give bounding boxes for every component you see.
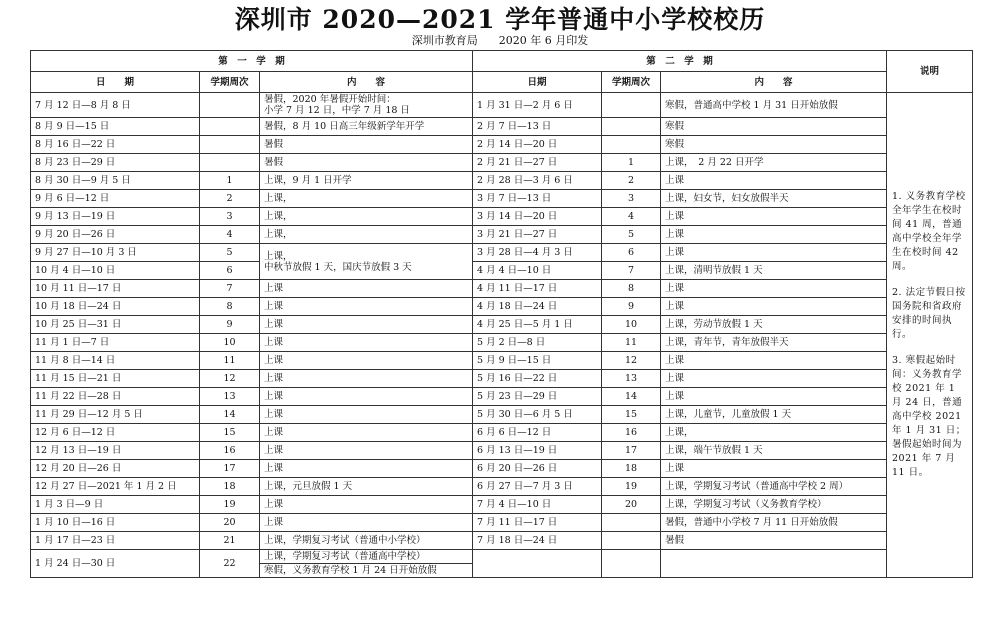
subtitle bbox=[0, 34, 1000, 47]
s2-week bbox=[602, 550, 661, 578]
s1-date: 1 月 3 日—9 日 bbox=[31, 496, 200, 514]
s1-date: 9 月 27 日—10 月 3 日 bbox=[31, 244, 200, 262]
s2-content-line1: 上课 bbox=[665, 373, 685, 384]
s2-week: 14 bbox=[602, 388, 661, 406]
table-row bbox=[31, 388, 973, 406]
table-row bbox=[31, 172, 973, 190]
s2-content bbox=[661, 370, 887, 388]
notes-header: 说明 bbox=[887, 51, 973, 93]
s2-week: 12 bbox=[602, 352, 661, 370]
s1-week bbox=[200, 118, 260, 136]
s1-date: 12 月 13 日—19 日 bbox=[31, 442, 200, 460]
s2-date: 5 月 9 日—15 日 bbox=[473, 352, 602, 370]
s2-date: 3 月 28 日—4 月 3 日 bbox=[473, 244, 602, 262]
s2-content-line1: 暑假，普通中小学校 7 月 11 日开始放假 bbox=[665, 517, 838, 528]
s2-content bbox=[661, 478, 887, 496]
s2-content bbox=[661, 352, 887, 370]
s1-content bbox=[260, 154, 473, 172]
s2-content bbox=[661, 334, 887, 352]
s1-content bbox=[260, 406, 473, 424]
s2-content bbox=[661, 460, 887, 478]
s2-week: 16 bbox=[602, 424, 661, 442]
note-item: 1. 义务教育学校全年学生在校时间 41 周，普通高中学校全年学生在校时间 42 周。 bbox=[892, 191, 966, 272]
s2-week: 18 bbox=[602, 460, 661, 478]
s1-content bbox=[260, 280, 473, 298]
s2-week: 20 bbox=[602, 496, 661, 514]
s2-content-line1: 寒假 bbox=[665, 139, 685, 150]
content-header-1: 内 容 bbox=[260, 72, 473, 93]
s1-week: 17 bbox=[200, 460, 260, 478]
s2-date: 6 月 20 日—26 日 bbox=[473, 460, 602, 478]
table-row bbox=[31, 334, 973, 352]
s2-content bbox=[661, 244, 887, 262]
s1-content-line1: 暑假，8 月 10 日高三年级新学年开学 bbox=[264, 121, 425, 132]
s2-content-line1: 上课 bbox=[665, 283, 685, 294]
s1-date: 9 月 6 日—12 日 bbox=[31, 190, 200, 208]
table-row bbox=[31, 298, 973, 316]
table-row bbox=[31, 496, 973, 514]
s1-date: 8 月 9 日—15 日 bbox=[31, 118, 200, 136]
s1-week: 5 bbox=[200, 244, 260, 262]
semester1-header: 第 一 学 期 bbox=[31, 51, 473, 72]
s1-date: 12 月 6 日—12 日 bbox=[31, 424, 200, 442]
s1-date: 12 月 20 日—26 日 bbox=[31, 460, 200, 478]
s1-date: 1 月 24 日—30 日 bbox=[31, 550, 200, 578]
s1-date: 11 月 1 日—7 日 bbox=[31, 334, 200, 352]
s2-content-line1: 上课， 2 月 22 日开学 bbox=[665, 157, 764, 168]
s1-content-line2: 小学 7 月 12 日，中学 7 月 18 日 bbox=[264, 105, 410, 116]
s2-date: 2 月 28 日—3 月 6 日 bbox=[473, 172, 602, 190]
s2-content-line1: 上课，妇女节，妇女放假半天 bbox=[665, 193, 789, 204]
s1-week: 7 bbox=[200, 280, 260, 298]
s1-week: 10 bbox=[200, 334, 260, 352]
s2-content bbox=[661, 93, 887, 118]
content-header-2: 内 容 bbox=[661, 72, 887, 93]
s1-date: 11 月 8 日—14 日 bbox=[31, 352, 200, 370]
s2-date bbox=[473, 550, 602, 578]
s1-week bbox=[200, 154, 260, 172]
s2-week bbox=[602, 532, 661, 550]
s2-week: 11 bbox=[602, 334, 661, 352]
s2-content-line1: 上课，端午节放假 1 天 bbox=[665, 445, 763, 456]
table-row bbox=[31, 370, 973, 388]
s1-week: 22 bbox=[200, 550, 260, 578]
s1-content-line1: 上课，9 月 1 日开学 bbox=[264, 175, 352, 186]
s2-date: 4 月 25 日—5 月 1 日 bbox=[473, 316, 602, 334]
s1-date: 7 月 12 日—8 月 8 日 bbox=[31, 93, 200, 118]
s1-date: 11 月 15 日—21 日 bbox=[31, 370, 200, 388]
s2-week: 17 bbox=[602, 442, 661, 460]
table-row bbox=[31, 460, 973, 478]
s2-date: 4 月 11 日—17 日 bbox=[473, 280, 602, 298]
s2-week bbox=[602, 514, 661, 532]
s2-week: 8 bbox=[602, 280, 661, 298]
s1-content-line2: 寒假，义务教育学校 1 月 24 日开始放假 bbox=[260, 563, 472, 576]
s2-date: 6 月 6 日—12 日 bbox=[473, 424, 602, 442]
s2-week: 3 bbox=[602, 190, 661, 208]
s1-content-line1: 上课， bbox=[264, 229, 293, 240]
s1-date: 10 月 4 日—10 日 bbox=[31, 262, 200, 280]
s1-content-line1: 暑假 bbox=[264, 139, 284, 150]
table-row bbox=[31, 118, 973, 136]
s2-date: 3 月 7 日—13 日 bbox=[473, 190, 602, 208]
s1-content-line1: 上课 bbox=[264, 373, 284, 384]
calendar-table bbox=[30, 50, 973, 578]
s1-date: 1 月 10 日—16 日 bbox=[31, 514, 200, 532]
table-row bbox=[31, 550, 973, 578]
s1-week: 3 bbox=[200, 208, 260, 226]
s1-content-line1: 上课 bbox=[264, 517, 284, 528]
s2-date: 5 月 23 日—29 日 bbox=[473, 388, 602, 406]
s2-date: 6 月 13 日—19 日 bbox=[473, 442, 602, 460]
s1-date: 10 月 11 日—17 日 bbox=[31, 280, 200, 298]
s2-date: 2 月 7 日—13 日 bbox=[473, 118, 602, 136]
s1-content bbox=[260, 442, 473, 460]
table-row bbox=[31, 442, 973, 460]
s2-week: 5 bbox=[602, 226, 661, 244]
s1-content-line1: 上课 bbox=[264, 499, 284, 510]
semester2-header: 第 二 学 期 bbox=[473, 51, 887, 72]
s2-date: 1 月 31 日—2 月 6 日 bbox=[473, 93, 602, 118]
s2-content bbox=[661, 262, 887, 280]
s1-week: 9 bbox=[200, 316, 260, 334]
table-row bbox=[31, 93, 973, 118]
s2-date: 5 月 2 日—8 日 bbox=[473, 334, 602, 352]
s2-week: 4 bbox=[602, 208, 661, 226]
s1-content-line1: 上课 bbox=[264, 355, 284, 366]
s1-content bbox=[260, 136, 473, 154]
s2-date: 4 月 4 日—10 日 bbox=[473, 262, 602, 280]
s1-content-line1: 上课 bbox=[264, 409, 284, 420]
s2-content bbox=[661, 280, 887, 298]
s1-date: 11 月 29 日—12 月 5 日 bbox=[31, 406, 200, 424]
s1-date: 12 月 27 日—2021 年 1 月 2 日 bbox=[31, 478, 200, 496]
s2-week: 6 bbox=[602, 244, 661, 262]
s1-content-line1: 上课 bbox=[264, 427, 284, 438]
s1-week: 15 bbox=[200, 424, 260, 442]
s1-week: 2 bbox=[200, 190, 260, 208]
s2-date: 3 月 14 日—20 日 bbox=[473, 208, 602, 226]
s1-date: 10 月 18 日—24 日 bbox=[31, 298, 200, 316]
s1-week: 4 bbox=[200, 226, 260, 244]
s2-date: 5 月 30 日—6 月 5 日 bbox=[473, 406, 602, 424]
s1-content bbox=[260, 190, 473, 208]
s2-week bbox=[602, 118, 661, 136]
table-row bbox=[31, 154, 973, 172]
s1-content-line1: 暑假，2020 年暑假开始时间： bbox=[264, 94, 396, 105]
s1-content bbox=[260, 532, 473, 550]
s2-content-line1: 上课 bbox=[665, 391, 685, 402]
s1-content-line1: 上课 bbox=[264, 463, 284, 474]
s2-week: 2 bbox=[602, 172, 661, 190]
s2-content bbox=[661, 514, 887, 532]
s1-content bbox=[260, 208, 473, 226]
s2-week: 10 bbox=[602, 316, 661, 334]
s1-content-line1: 上课 bbox=[264, 319, 284, 330]
s2-content bbox=[661, 388, 887, 406]
s1-content-line1: 上课 bbox=[264, 337, 284, 348]
s2-content-line1: 上课，儿童节，儿童放假 1 天 bbox=[665, 409, 792, 420]
s2-content bbox=[661, 316, 887, 334]
table-row bbox=[31, 514, 973, 532]
s1-week: 20 bbox=[200, 514, 260, 532]
s2-content bbox=[661, 550, 887, 578]
s1-week bbox=[200, 93, 260, 118]
s1-content bbox=[260, 550, 473, 578]
s2-content-line1: 上课，清明节放假 1 天 bbox=[665, 265, 763, 276]
s2-content bbox=[661, 118, 887, 136]
s2-week: 15 bbox=[602, 406, 661, 424]
table-row bbox=[31, 190, 973, 208]
page-title: 深圳市 2020—2021 学年普通中小学校校历 bbox=[234, 5, 766, 34]
s2-week: 1 bbox=[602, 154, 661, 172]
s1-date: 9 月 20 日—26 日 bbox=[31, 226, 200, 244]
s2-week bbox=[602, 93, 661, 118]
s1-content bbox=[260, 478, 473, 496]
publisher: 深圳市教育局 bbox=[411, 34, 478, 47]
date-header-2: 日期 bbox=[473, 72, 602, 93]
s1-content bbox=[260, 460, 473, 478]
s2-content-line1: 上课 bbox=[665, 211, 685, 222]
s1-week: 14 bbox=[200, 406, 260, 424]
s2-date: 4 月 18 日—24 日 bbox=[473, 298, 602, 316]
print-date: 2020 年 6 月印发 bbox=[498, 34, 589, 47]
s2-content bbox=[661, 298, 887, 316]
s2-content bbox=[661, 208, 887, 226]
s1-date: 10 月 25 日—31 日 bbox=[31, 316, 200, 334]
s2-date: 3 月 21 日—27 日 bbox=[473, 226, 602, 244]
s2-content-line1: 上课 bbox=[665, 175, 685, 186]
s1-content bbox=[260, 496, 473, 514]
s2-content bbox=[661, 496, 887, 514]
table-row bbox=[31, 208, 973, 226]
s1-week: 21 bbox=[200, 532, 260, 550]
s2-content-line1: 上课， bbox=[665, 427, 694, 438]
table-row bbox=[31, 424, 973, 442]
s2-content-line1: 上课，学期复习考试（普通高中学校 2 周） bbox=[665, 481, 849, 492]
s1-date: 11 月 22 日—28 日 bbox=[31, 388, 200, 406]
s2-content bbox=[661, 136, 887, 154]
s2-content bbox=[661, 442, 887, 460]
s1-date: 9 月 13 日—19 日 bbox=[31, 208, 200, 226]
s1-content bbox=[260, 244, 473, 280]
table-row bbox=[31, 280, 973, 298]
s2-content-line1: 寒假，普通高中学校 1 月 31 日开始放假 bbox=[665, 99, 838, 111]
s1-content bbox=[260, 118, 473, 136]
s1-content bbox=[260, 226, 473, 244]
s2-content-line1: 上课 bbox=[665, 229, 685, 240]
s2-content-line1: 上课 bbox=[665, 301, 685, 312]
s1-date: 8 月 23 日—29 日 bbox=[31, 154, 200, 172]
s2-week: 7 bbox=[602, 262, 661, 280]
week-header-2: 学期周次 bbox=[602, 72, 661, 93]
s1-content bbox=[260, 388, 473, 406]
table-row bbox=[31, 478, 973, 496]
s2-date: 5 月 16 日—22 日 bbox=[473, 370, 602, 388]
table-row bbox=[31, 316, 973, 334]
s1-content bbox=[260, 370, 473, 388]
s2-content-line1: 上课 bbox=[665, 355, 685, 366]
s1-week: 16 bbox=[200, 442, 260, 460]
table-row bbox=[31, 244, 973, 262]
s1-content bbox=[260, 424, 473, 442]
s1-date: 8 月 16 日—22 日 bbox=[31, 136, 200, 154]
date-header-1: 日 期 bbox=[31, 72, 200, 93]
s2-week bbox=[602, 136, 661, 154]
s1-content-line1: 上课， bbox=[264, 211, 293, 222]
table-row bbox=[31, 136, 973, 154]
note-item: 2. 法定节假日按国务院和省政府安排的时间执行。 bbox=[892, 287, 966, 340]
s1-content-line1: 上课， bbox=[264, 193, 293, 204]
s1-week: 13 bbox=[200, 388, 260, 406]
s2-content bbox=[661, 424, 887, 442]
s2-content-line1: 上课，青年节，青年放假半天 bbox=[665, 337, 789, 348]
s2-date: 6 月 27 日—7 月 3 日 bbox=[473, 478, 602, 496]
s1-content-line1: 上课，元旦放假 1 天 bbox=[264, 481, 353, 492]
s2-content bbox=[661, 154, 887, 172]
s1-week: 1 bbox=[200, 172, 260, 190]
s2-content bbox=[661, 190, 887, 208]
s1-week: 11 bbox=[200, 352, 260, 370]
s1-content-line2: 中秋节放假 1 天，国庆节放假 3 天 bbox=[264, 261, 412, 273]
s2-content bbox=[661, 406, 887, 424]
s1-content-line1: 上课，学期复习考试（普通高中学校） bbox=[264, 551, 426, 562]
s1-week: 8 bbox=[200, 298, 260, 316]
s2-content bbox=[661, 532, 887, 550]
s1-content bbox=[260, 93, 473, 118]
s2-date: 2 月 14 日—20 日 bbox=[473, 136, 602, 154]
s2-content-line1: 上课 bbox=[665, 463, 685, 474]
s1-content bbox=[260, 352, 473, 370]
s2-date: 7 月 18 日—24 日 bbox=[473, 532, 602, 550]
s2-content bbox=[661, 226, 887, 244]
s2-content bbox=[661, 172, 887, 190]
table-row bbox=[31, 352, 973, 370]
s1-week: 6 bbox=[200, 262, 260, 280]
s1-content bbox=[260, 514, 473, 532]
notes-cell bbox=[887, 93, 973, 578]
s1-content-line1: 上课 bbox=[264, 445, 284, 456]
s2-week: 13 bbox=[602, 370, 661, 388]
s2-content-line1: 上课 bbox=[665, 247, 685, 258]
s2-week: 19 bbox=[602, 478, 661, 496]
s1-date: 8 月 30 日—9 月 5 日 bbox=[31, 172, 200, 190]
s1-content-line1: 上课，学期复习考试（普通中小学校） bbox=[264, 535, 426, 546]
s1-week: 19 bbox=[200, 496, 260, 514]
s2-content-line1: 暑假 bbox=[665, 535, 685, 546]
table-row bbox=[31, 532, 973, 550]
s1-content-line1: 上课， bbox=[264, 250, 293, 262]
s2-content-line1: 寒假 bbox=[665, 121, 685, 132]
s2-content-line1: 上课，学期复习考试（义务教育学校） bbox=[665, 499, 827, 510]
table-row bbox=[31, 262, 973, 280]
s2-week: 9 bbox=[602, 298, 661, 316]
s1-content bbox=[260, 172, 473, 190]
s1-week bbox=[200, 136, 260, 154]
calendar-body bbox=[31, 93, 973, 578]
s1-content bbox=[260, 298, 473, 316]
s2-date: 7 月 11 日—17 日 bbox=[473, 514, 602, 532]
s1-content bbox=[260, 334, 473, 352]
s1-content-line1: 暑假 bbox=[264, 157, 284, 168]
s1-week: 18 bbox=[200, 478, 260, 496]
s1-week: 12 bbox=[200, 370, 260, 388]
s1-date: 1 月 17 日—23 日 bbox=[31, 532, 200, 550]
table-row bbox=[31, 226, 973, 244]
s2-date: 2 月 21 日—27 日 bbox=[473, 154, 602, 172]
s1-content-line1: 上课 bbox=[264, 283, 284, 294]
s1-content-line1: 上课 bbox=[264, 391, 284, 402]
s1-content-line1: 上课 bbox=[264, 301, 284, 312]
week-header-1: 学期周次 bbox=[200, 72, 260, 93]
table-row bbox=[31, 406, 973, 424]
s2-content-line1: 上课，劳动节放假 1 天 bbox=[665, 319, 763, 330]
note-item: 3. 寒假起始时间：义务教育学校 2021 年 1 月 24 日，普通高中学校 2021 年 1 月 31 日；暑假起始时间为 2021 年 7 月 11 日。 bbox=[892, 355, 966, 478]
s1-content bbox=[260, 316, 473, 334]
s2-date: 7 月 4 日—10 日 bbox=[473, 496, 602, 514]
